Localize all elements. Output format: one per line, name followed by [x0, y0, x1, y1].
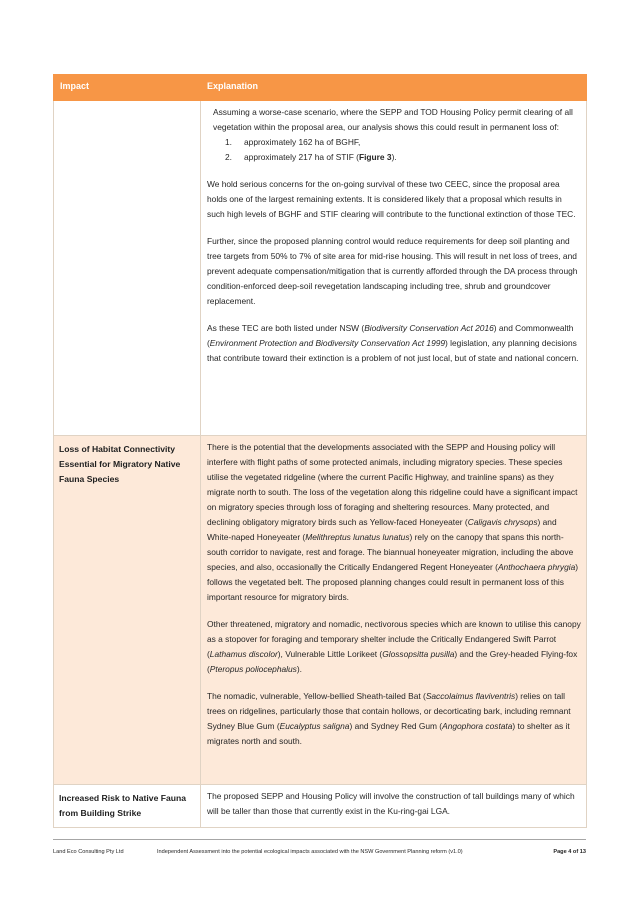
explanation-cell — [201, 436, 587, 785]
explanation-cell — [201, 785, 587, 828]
footer-divider — [53, 839, 586, 840]
footer-title: Independent Assessment into the potential ecological impacts associated with the NSW Government Planning reform (v1.0) — [157, 849, 463, 855]
paragraph: The proposed SEPP and Housing Policy will involve the construction of tall buildings many of which will be taller than those that currently exist in the Ku-ring-gai LGA. — [207, 791, 575, 816]
header-impact: Impact — [54, 75, 201, 101]
figure-ref: Figure 3 — [358, 152, 392, 162]
table-header-row — [54, 75, 587, 101]
table-row — [54, 785, 587, 828]
impact-cell: Increased Risk to Native Fauna from Building Strike — [54, 785, 201, 828]
list-item — [225, 150, 581, 165]
header-explanation: Explanation — [201, 75, 587, 101]
paragraph: There is the potential that the developments associated with the SEPP and Housing policy will interfere with flight paths of some protected animals, including migratory species. These species utilise the vegetated ridgeline (where the current Pacific Highway, and trainline spans) as they migrate north to south. The loss of the vegetation along this ridgeline could have a significant impact on migratory species through loss of foraging and sheltering resources. Many protected, and declining obligatory migratory birds such as Yellow-faced Honeyeater (Caligavis chrysops) and White-naped Honeyeater (Melithreptus lunatus lunatus) rely on the canopy that spans this north-south corridor to navigate, rest and forage. The biannual honeyeater migration, including the above species, and also, occasionally the Critically Endangered Regent Honeyeater (Anthochaera phrygia) follows the vegetated belt. The proposed planning changes could result in permanent loss of this important resource for migratory birds. — [207, 442, 579, 602]
list-item — [225, 135, 581, 150]
table-row — [54, 436, 587, 785]
list-text: approximately 217 ha of STIF (Figure 3). — [244, 152, 397, 162]
paragraph: We hold serious concerns for the on-going survival of these two CEEC, since the proposal area holds one of the largest remaining extents. It is considered likely that a proposal which results in such high levels of BGHF and STIF clearing will contribute to the functional extinction of those TEC. — [207, 179, 576, 219]
footer-company: Land Eco Consulting Pty Ltd — [53, 849, 124, 855]
impact-table — [53, 74, 587, 828]
paragraph: Other threatened, migratory and nomadic, nectivorous species which are known to utilise this canopy as a stopover for foraging and temporary shelter include the Critically Endangered Swift Parrot (Lathamus discolor), Vulnerable Little Lorikeet (Glossopsitta pusilla) and the Grey-headed Flying-fox (Pteropus poliocephalus). — [207, 619, 581, 674]
footer-page-number: Page 4 of 13 — [553, 849, 586, 855]
explanation-cell — [201, 101, 587, 436]
impact-cell — [54, 101, 201, 436]
impact-cell: Loss of Habitat Connectivity Essential for Migratory Native Fauna Species — [54, 436, 201, 785]
numbered-list — [207, 135, 581, 165]
paragraph: As these TEC are both listed under NSW (Biodiversity Conservation Act 2016) and Commonwealth (Environment Protection and Biodiversity Conservation Act 1999) legislation, any planning decisions that contribute toward their extinction is a problem of not just local, but of state and national concern. — [207, 323, 579, 363]
list-text: approximately 162 ha of BGHF, — [244, 137, 361, 147]
table-row — [54, 101, 587, 436]
list-number: 2. — [225, 152, 232, 162]
paragraph: Assuming a worse-case scenario, where the SEPP and TOD Housing Policy permit clearing of all vegetation within the proposal area, our analysis shows this could result in permanent loss of: — [213, 107, 573, 132]
paragraph: The nomadic, vulnerable, Yellow-bellied Sheath-tailed Bat (Saccolaimus flaviventris) relies on tall trees on ridgelines, particularly those that contain hollows, or decorticating bark, including remnant Sydney Blue Gum (Eucalyptus saligna) and Sydney Red Gum (Angophora costata) to shelter as it migrates north and south. — [207, 691, 571, 746]
paragraph: Further, since the proposed planning control would reduce requirements for deep soil planting and tree targets from 50% to 7% of site area for mid-rise housing. This will result in net loss of trees, and prevent adequate compensation/mitigation that is currently afforded through the DA process through condition-enforced deep-soil revegetation landscaping including tree, shrub and groundcover replacement. — [207, 236, 578, 306]
list-number: 1. — [225, 137, 232, 147]
